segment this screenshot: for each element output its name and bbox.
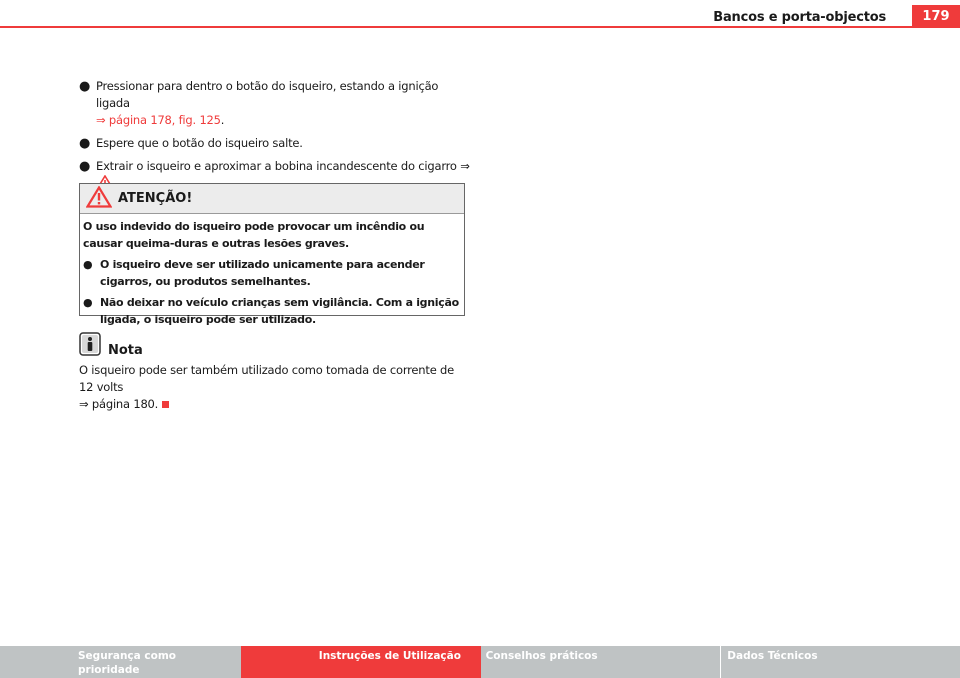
note-header [79, 334, 143, 360]
list-item [83, 256, 460, 290]
note-page-reference[interactable]: ⇒ página 180. [79, 397, 159, 411]
note-body [79, 362, 471, 413]
header-title: Bancos e porta-objectos [713, 10, 886, 25]
bullet-dot-icon: ● [79, 159, 91, 174]
warning-bullet-text: Não deixar no veículo crianças sem vigilância. Com a ignição ligada, o isqueiro pode ser utilizado. [100, 296, 459, 326]
tab-dados[interactable]: Dados Técnicos [721, 646, 960, 678]
warning-triangle-icon [86, 186, 112, 212]
list-item [83, 294, 460, 328]
instruction-text: Espere que o botão do isqueiro salte. [96, 136, 303, 150]
tab-instrucoes[interactable]: Instruções de Utilização [241, 646, 481, 678]
page-reference-link[interactable]: ⇒ página 178, fig. 125 [96, 113, 221, 127]
instruction-text: Extrair o isqueiro e aproximar a bobina incandescente do cigarro ⇒ [96, 159, 470, 173]
bullet-dot-icon: ● [83, 296, 93, 309]
note-text: O isqueiro pode ser também utilizado como tomada de corrente de 12 volts [79, 363, 455, 394]
warning-title: ATENÇÃO! [118, 191, 193, 206]
note-info-icon [79, 332, 101, 360]
instruction-suffix: . [220, 113, 225, 127]
list-item [79, 78, 471, 129]
bullet-dot-icon: ● [79, 136, 91, 151]
footer-nav [0, 646, 960, 678]
list-item [79, 135, 471, 152]
header-rule [0, 26, 960, 28]
warning-box [79, 183, 465, 326]
warning-bullet-text: O isqueiro deve ser utilizado unicamente para acender cigarros, ou produtos semelhantes. [100, 258, 425, 288]
bullet-dot-icon: ● [83, 258, 93, 271]
warning-body [80, 214, 464, 328]
end-mark-icon [162, 401, 169, 408]
warning-intro: O uso indevido do isqueiro pode provocar um incêndio ou causar queima-duras e outras lesões graves. [83, 220, 425, 250]
tab-conselhos[interactable]: Conselhos práticos [481, 646, 721, 678]
page-number: 179 [912, 5, 960, 27]
note-title: Nota [108, 343, 143, 358]
bullet-dot-icon: ● [79, 79, 91, 94]
instruction-text: Pressionar para dentro o botão do isqueiro, estando a ignição ligada [96, 79, 439, 110]
warning-header [80, 184, 464, 214]
tab-seguranca[interactable]: Segurança como prioridade [0, 646, 241, 678]
